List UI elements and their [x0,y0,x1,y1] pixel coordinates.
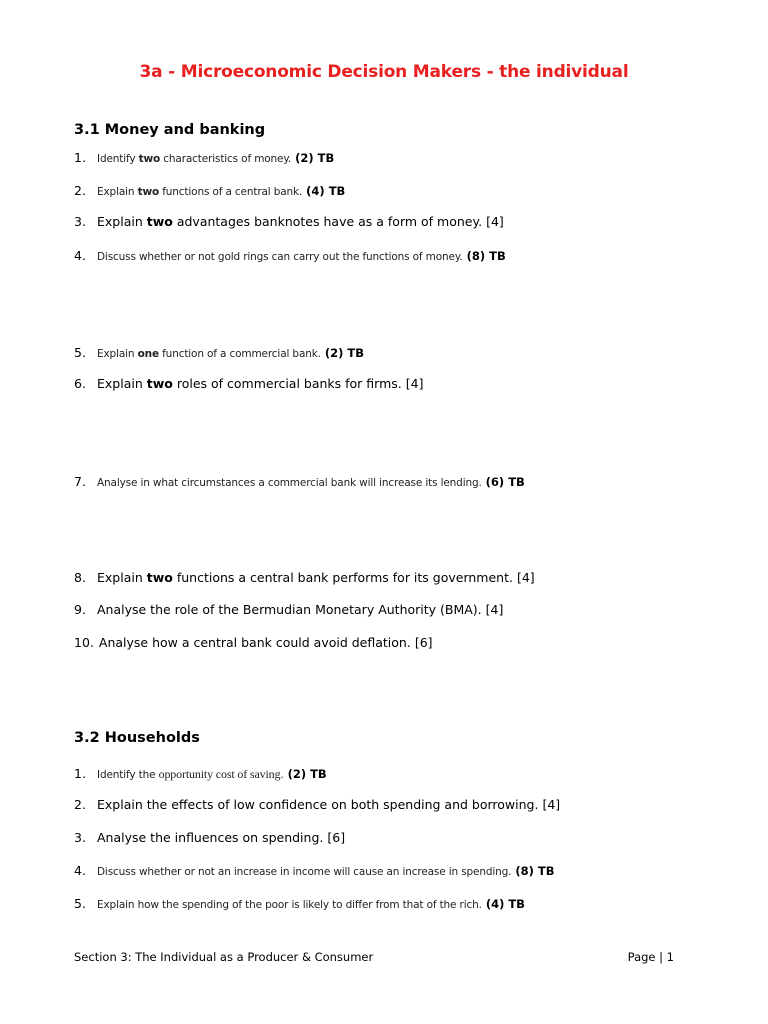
question-text: Explain [97,376,147,391]
question-1-1 [74,150,334,165]
question-number: 4. [74,863,86,878]
footer-section-label: Section 3: The Individual as a Producer & Consumer [74,950,374,964]
question-mark: [4] [485,602,504,617]
question-mark: [6] [414,635,433,650]
question-emphasis: two [146,214,173,229]
question-number: 10. [74,635,94,650]
question-emphasis: two [146,376,173,391]
question-mark: (8) TB [515,864,555,878]
question-1-7 [74,474,525,489]
section-heading-money-banking: 3.1 Money and banking [74,122,266,138]
question-text: Analyse the role of the Bermudian Monetary Authority (BMA). [97,602,482,617]
question-1-10 [74,635,433,650]
question-number: 2. [74,183,86,198]
question-mark: (4) TB [485,897,525,911]
question-1-3 [74,214,504,229]
question-number: 1. [74,766,86,781]
question-mark: (2) TB [324,346,364,360]
question-emphasis: two [137,186,160,198]
question-text: Identify [97,153,139,165]
question-text: Analyse how a central bank could avoid deflation. [98,635,411,650]
question-1-8 [74,570,535,585]
question-mark: (8) TB [466,249,506,263]
question-number: 3. [74,214,86,229]
question-2-1 [74,766,327,782]
section-heading-households: 3.2 Households [74,730,200,746]
question-text: Discuss whether or not an increase in income will cause an increase in spending. [97,866,512,878]
question-mark: [4] [405,376,424,391]
question-emphasis: one [137,348,159,360]
question-mark: [4] [486,214,504,229]
question-1-5 [74,345,364,360]
question-number: 8. [74,570,86,585]
question-mark: [4] [516,570,535,585]
question-text: . [280,769,284,781]
question-number: 9. [74,602,86,617]
question-term: opportunity cost of saving [158,767,281,781]
question-number: 3. [74,830,86,845]
question-number: 2. [74,797,86,812]
question-text: Explain how the spending of the poor is likely to differ from that of the rich. [97,899,482,911]
question-1-2 [74,183,345,198]
question-text: functions a central bank performs for its government. [172,570,513,585]
question-2-3 [74,830,345,845]
question-1-9 [74,602,503,617]
question-mark: [4] [542,797,561,812]
footer-page-number: Page | 1 [627,950,674,964]
question-number: 7. [74,474,86,489]
question-emphasis: two [146,570,173,585]
question-text: roles of commercial banks for firms. [172,376,402,391]
question-text: Explain the effects of low confidence on both spending and borrowing. [97,797,539,812]
question-1-4 [74,248,506,263]
question-text: Explain [97,348,138,360]
question-mark: (6) TB [485,475,525,489]
question-mark: (4) TB [306,184,346,198]
question-text: function of a commercial bank. [158,348,321,360]
question-text: Explain [97,186,138,198]
question-text: Explain [97,214,147,229]
question-number: 5. [74,896,86,911]
question-mark: [6] [327,830,346,845]
question-emphasis: two [138,153,161,165]
question-text: characteristics of money. [160,153,292,165]
question-number: 5. [74,345,86,360]
question-text: advantages banknotes have as a form of money. [172,214,483,229]
question-text: Explain [97,570,147,585]
question-number: 6. [74,376,86,391]
question-2-2 [74,797,560,812]
question-number: 4. [74,248,86,263]
question-1-6 [74,376,423,391]
question-mark: (2) TB [295,151,335,165]
question-text: Identify the [97,769,159,781]
question-number: 1. [74,150,86,165]
question-text: Discuss whether or not gold rings can carry out the functions of money. [97,251,463,263]
question-text: Analyse in what circumstances a commercial bank will increase its lending. [97,477,482,489]
question-mark: (2) TB [287,767,327,781]
question-2-5 [74,896,525,911]
question-2-4 [74,863,554,878]
question-text: Analyse the influences on spending. [97,830,324,845]
document-title: 3a - Microeconomic Decision Makers - the individual [139,62,629,82]
question-text: functions of a central bank. [159,186,303,198]
